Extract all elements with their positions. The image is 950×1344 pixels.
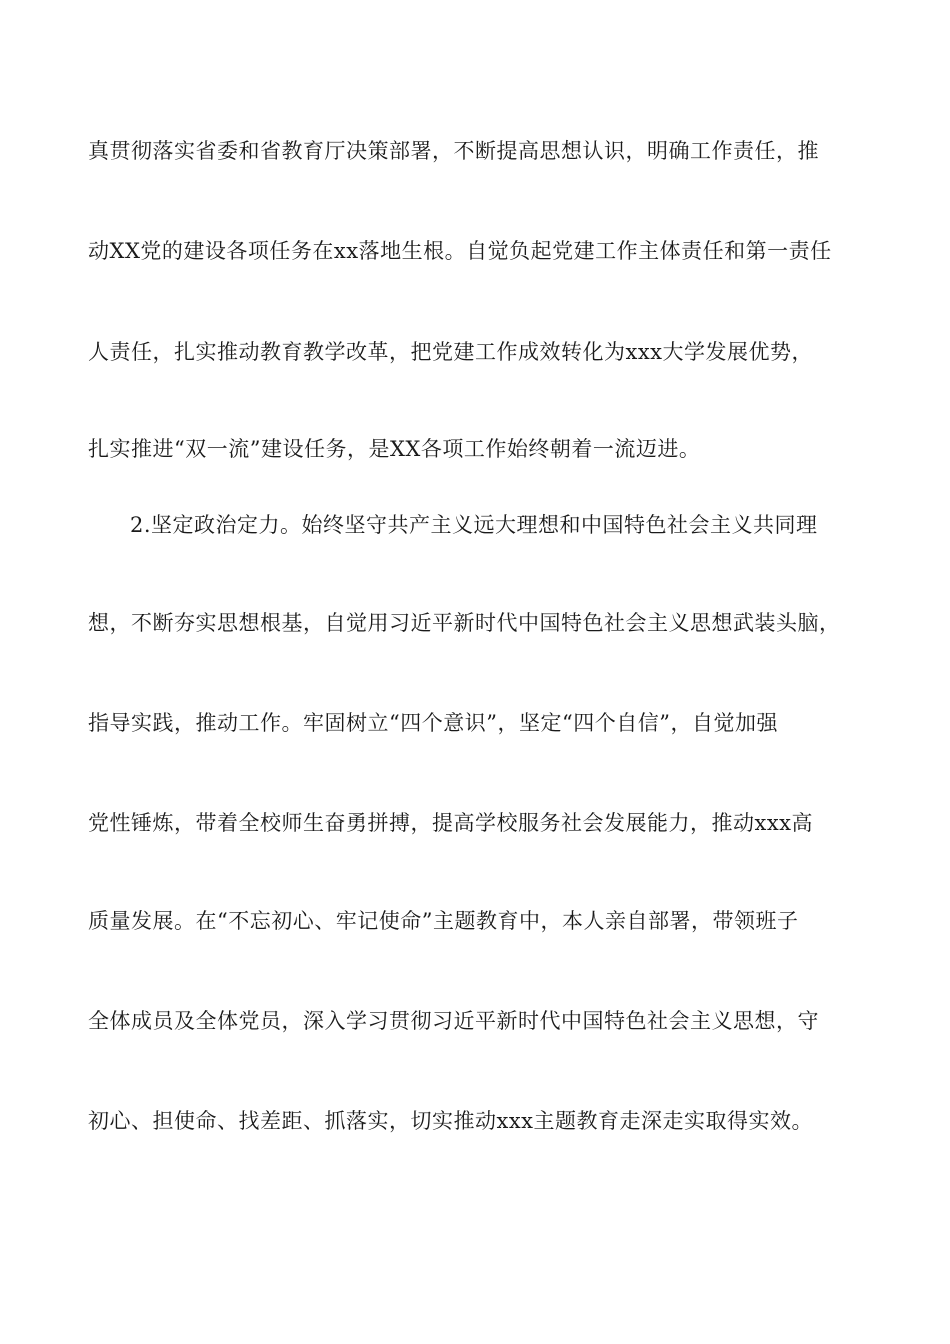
text-line: 党性锤炼，带着全校师生奋勇拼搏，提高学校服务社会发展能力，推动xxx高	[88, 811, 814, 835]
text-line: 动XX党的建设各项任务在xx落地生根。自觉负起党建工作主体责任和第一责任	[88, 239, 832, 263]
text-line: 质量发展。在“不忘初心、牢记使命”主题教育中，本人亲自部署，带领班子	[88, 909, 799, 933]
text-line: 人责任，扎实推动教育教学改革，把党建工作成效转化为xxx大学发展优势，	[88, 340, 814, 364]
text-line: 初心、担使命、找差距、抓落实，切实推动xxx主题教育走深走实取得实效。	[88, 1109, 814, 1133]
text-line: 全体成员及全体党员，深入学习贯彻习近平新时代中国特色社会主义思想，守	[88, 1009, 819, 1033]
text-line: 扎实推进“双一流”建设任务，是XX各项工作始终朝着一流迈进。	[88, 437, 701, 461]
text-line: 真贯彻落实省委和省教育厅决策部署，不断提高思想认识，明确工作责任，推	[88, 139, 819, 163]
text-line: 想，不断夯实思想根基，自觉用习近平新时代中国特色社会主义思想武装头脑，	[88, 611, 841, 635]
text-line: 指导实践，推动工作。牢固树立“四个意识”，坚定“四个自信”，自觉加强	[88, 711, 778, 735]
paragraph-start-line: 2.坚定政治定力。始终坚守共产主义远大理想和中国特色社会主义共同理	[130, 513, 818, 537]
